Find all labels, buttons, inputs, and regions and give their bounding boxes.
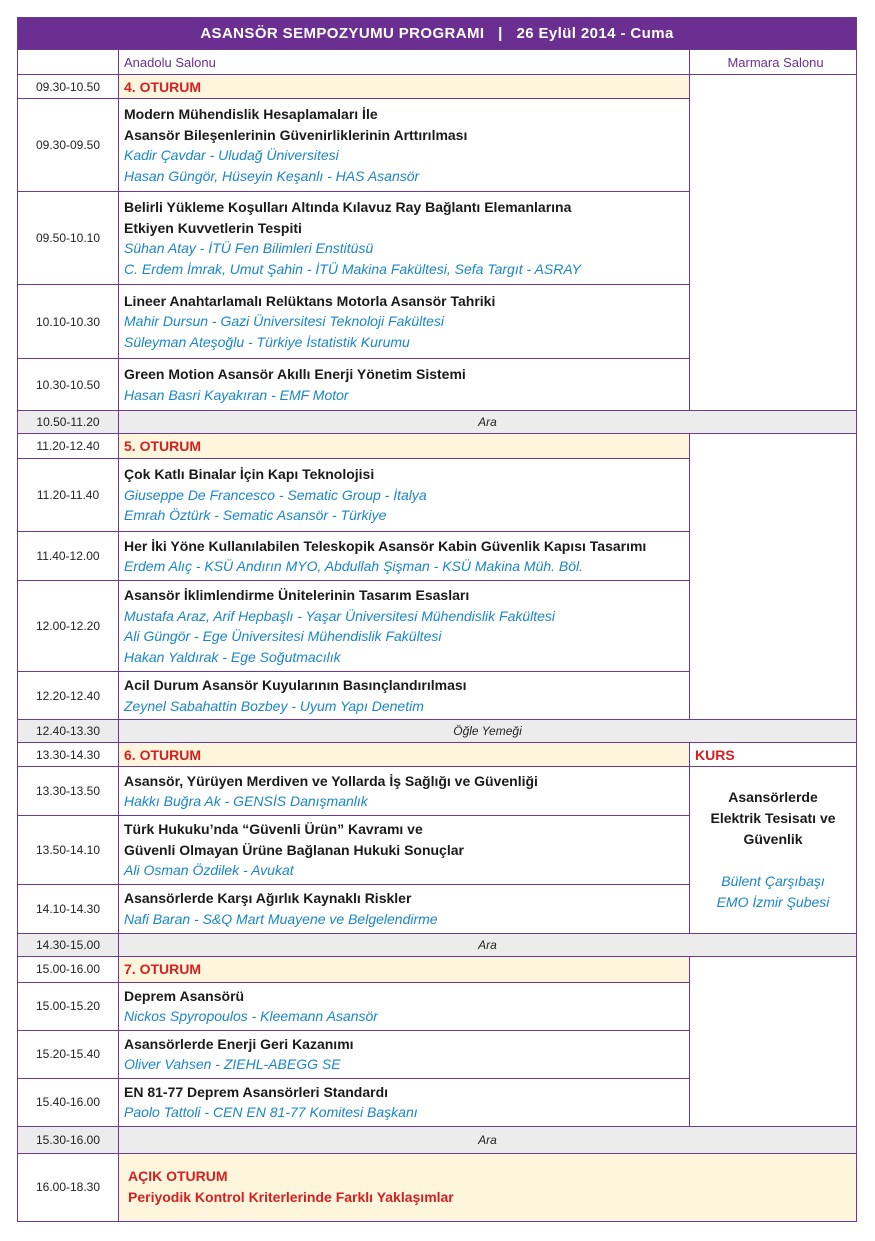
panel-cell — [119, 1153, 857, 1221]
talk-time: 15.40-16.00 — [18, 1078, 119, 1126]
talk-time: 15.20-15.40 — [18, 1030, 119, 1078]
talk-title: Asansör Bileşenlerinin Güvenirliklerinin Arttırılması — [124, 126, 468, 143]
kurs-speaker: EMO İzmir Şubesi — [716, 893, 830, 910]
kurs-speaker: Bülent Çarşıbaşı — [721, 872, 825, 889]
session-row — [18, 434, 857, 459]
talk-speaker: Hasan Güngör, Hüseyin Keşanlı - HAS Asansör — [124, 167, 420, 184]
break-time: 15.30-16.00 — [18, 1126, 119, 1153]
talk-cell — [119, 532, 690, 581]
hall-right: Marmara Salonu — [690, 50, 857, 75]
talk-speaker: Süleyman Ateşoğlu - Türkiye İstatistik Kurumu — [124, 333, 410, 350]
session-time: 15.00-16.00 — [18, 956, 119, 982]
talk-speaker: Hakkı Buğra Ak - GENSİS Danışmanlık — [124, 793, 368, 809]
talk-time: 09.30-09.50 — [18, 99, 119, 192]
talk-cell — [119, 459, 690, 532]
talk-speaker: Giuseppe De Francesco - Sematic Group - İtalya — [124, 486, 427, 503]
talk-title: Türk Hukuku’nda “Güvenli Ürün” Kavramı ve — [124, 821, 423, 837]
talk-title: Etkiyen Kuvvetlerin Tespiti — [124, 219, 302, 236]
kurs-cell — [690, 767, 857, 934]
break-time: 12.40-13.30 — [18, 720, 119, 743]
hall-left: Anadolu Salonu — [119, 50, 690, 75]
talk-time: 12.00-12.20 — [18, 581, 119, 672]
kurs-name: Elektrik Tesisatı ve — [710, 809, 836, 826]
talk-speaker: Mustafa Araz, Arif Hepbaşlı - Yaşar Üniversitesi Mühendislik Fakültesi — [124, 607, 556, 624]
session-title: 4. OTURUM — [119, 75, 690, 99]
panel-title: AÇIK OTURUM — [128, 1168, 228, 1184]
talk-title: Her İki Yöne Kullanılabilen Teleskopik Asansör Kabin Güvenlik Kapısı Tasarımı — [124, 537, 647, 554]
talk-time: 12.20-12.40 — [18, 672, 119, 720]
talk-cell — [119, 816, 690, 885]
session-row — [18, 956, 857, 982]
talk-title: Lineer Anahtarlamalı Relüktans Motorla Asansör Tahriki — [124, 292, 496, 309]
talk-cell — [119, 884, 690, 933]
talk-time: 13.30-13.50 — [18, 767, 119, 816]
talk-speaker: Hasan Basri Kayakıran - EMF Motor — [124, 386, 349, 403]
session-time: 09.30-10.50 — [18, 75, 119, 99]
talk-cell — [119, 99, 690, 192]
talk-title: EN 81-77 Deprem Asansörleri Standardı — [124, 1083, 389, 1100]
break-row — [18, 720, 857, 743]
talk-title: Güvenli Olmayan Ürüne Bağlanan Hukuki Sonuçlar — [124, 841, 464, 858]
talk-time: 11.20-11.40 — [18, 459, 119, 532]
break-row — [18, 411, 857, 434]
talk-speaker: C. Erdem İmrak, Umut Şahin - İTÜ Makina Fakültesi, Sefa Targıt - ASRAY — [124, 260, 581, 277]
talk-time: 11.40-12.00 — [18, 532, 119, 581]
talk-speaker: Ali Osman Özdilek - Avukat — [124, 862, 294, 878]
talk-title: Belirli Yükleme Koşulları Altında Kılavuz Ray Bağlantı Elemanlarına — [124, 199, 572, 215]
talk-speaker: Oliver Vahsen - ZIEHL-ABEGG SE — [124, 1056, 341, 1072]
talk-speaker: Paolo Tattoli - CEN EN 81-77 Komitesi Başkanı — [124, 1104, 418, 1120]
talk-speaker: Emrah Öztürk - Sematic Asansör - Türkiye — [124, 507, 387, 524]
talk-title: Asansörlerde Karşı Ağırlık Kaynaklı Riskler — [124, 890, 412, 906]
talk-title: Asansör, Yürüyen Merdiven ve Yollarda İş Sağlığı ve Güvenliği — [124, 772, 538, 789]
talk-speaker: Ali Güngör - Ege Üniversitesi Mühendislik Fakültesi — [124, 628, 442, 644]
break-label: Öğle Yemeği — [119, 720, 857, 743]
break-time: 14.30-15.00 — [18, 933, 119, 956]
program-table — [17, 17, 857, 1222]
talk-speaker: Zeynel Sabahattin Bozbey - Uyum Yapı Denetim — [124, 697, 424, 714]
talk-time: 10.10-10.30 — [18, 285, 119, 359]
kurs-title: KURS — [690, 743, 857, 767]
talk-title: Green Motion Asansör Akıllı Enerji Yönetim Sistemi — [124, 366, 466, 382]
session-title: 6. OTURUM — [119, 743, 690, 767]
break-row — [18, 933, 857, 956]
program-header: ASANSÖR SEMPOZYUMU PROGRAMI | 26 Eylül 2014 - Cuma — [18, 18, 857, 50]
talk-time: 09.50-10.10 — [18, 192, 119, 285]
talk-row — [18, 767, 857, 816]
talk-cell — [119, 285, 690, 359]
session-row — [18, 743, 857, 767]
kurs-name: Asansörlerde — [728, 788, 818, 805]
talk-title: Acil Durum Asansör Kuyularının Basınçlandırılması — [124, 677, 467, 693]
panel-row — [18, 1153, 857, 1221]
talk-cell — [119, 581, 690, 672]
talk-title: Deprem Asansörü — [124, 987, 245, 1004]
talk-cell — [119, 672, 690, 720]
talk-time: 15.00-15.20 — [18, 982, 119, 1030]
talk-speaker: Erdem Alıç - KSÜ Andırın MYO, Abdullah Şişman - KSÜ Makina Müh. Böl. — [124, 558, 584, 574]
session-title: 5. OTURUM — [119, 434, 690, 459]
talk-time: 14.10-14.30 — [18, 884, 119, 933]
talk-speaker: Sühan Atay - İTÜ Fen Bilimleri Enstitüsü — [124, 240, 374, 256]
talk-cell — [119, 192, 690, 285]
talk-time: 13.50-14.10 — [18, 816, 119, 885]
talk-title: Asansörlerde Enerji Geri Kazanımı — [124, 1035, 354, 1052]
marmara-empty-cell — [690, 956, 857, 1126]
talk-title: Çok Katlı Binalar İçin Kapı Teknolojisi — [124, 466, 375, 483]
panel-subtitle: Periyodik Kontrol Kriterlerinde Farklı Yaklaşımlar — [128, 1189, 454, 1205]
session-time: 13.30-14.30 — [18, 743, 119, 767]
talk-time: 10.30-10.50 — [18, 359, 119, 411]
break-time: 10.50-11.20 — [18, 411, 119, 434]
marmara-empty-cell — [690, 75, 857, 411]
break-label: Ara — [119, 1126, 857, 1153]
talk-cell — [119, 982, 690, 1030]
hall-row — [18, 50, 857, 75]
talk-speaker: Mahir Dursun - Gazi Üniversitesi Teknoloji Fakültesi — [124, 313, 445, 330]
marmara-empty-cell — [690, 434, 857, 720]
session-time: 11.20-12.40 — [18, 434, 119, 459]
kurs-name: Güvenlik — [743, 830, 803, 847]
talk-speaker: Nickos Spyropoulos - Kleemann Asansör — [124, 1008, 378, 1024]
panel-time: 16.00-18.30 — [18, 1153, 119, 1221]
session-row — [18, 75, 857, 99]
talk-cell — [119, 767, 690, 816]
talk-speaker: Hakan Yaldırak - Ege Soğutmacılık — [124, 648, 341, 665]
time-header-cell — [18, 50, 119, 75]
break-row — [18, 1126, 857, 1153]
break-label: Ara — [119, 933, 857, 956]
talk-speaker: Nafi Baran - S&Q Mart Muayene ve Belgelendirme — [124, 910, 438, 927]
talk-cell — [119, 1030, 690, 1078]
session-title: 7. OTURUM — [119, 956, 690, 982]
break-label: Ara — [119, 411, 857, 434]
talk-cell — [119, 359, 690, 411]
talk-title: Modern Mühendislik Hesaplamaları İle — [124, 106, 378, 122]
talk-speaker: Kadir Çavdar - Uludağ Üniversitesi — [124, 147, 339, 163]
talk-cell — [119, 1078, 690, 1126]
talk-title: Asansör İklimlendirme Ünitelerinin Tasarım Esasları — [124, 587, 470, 603]
